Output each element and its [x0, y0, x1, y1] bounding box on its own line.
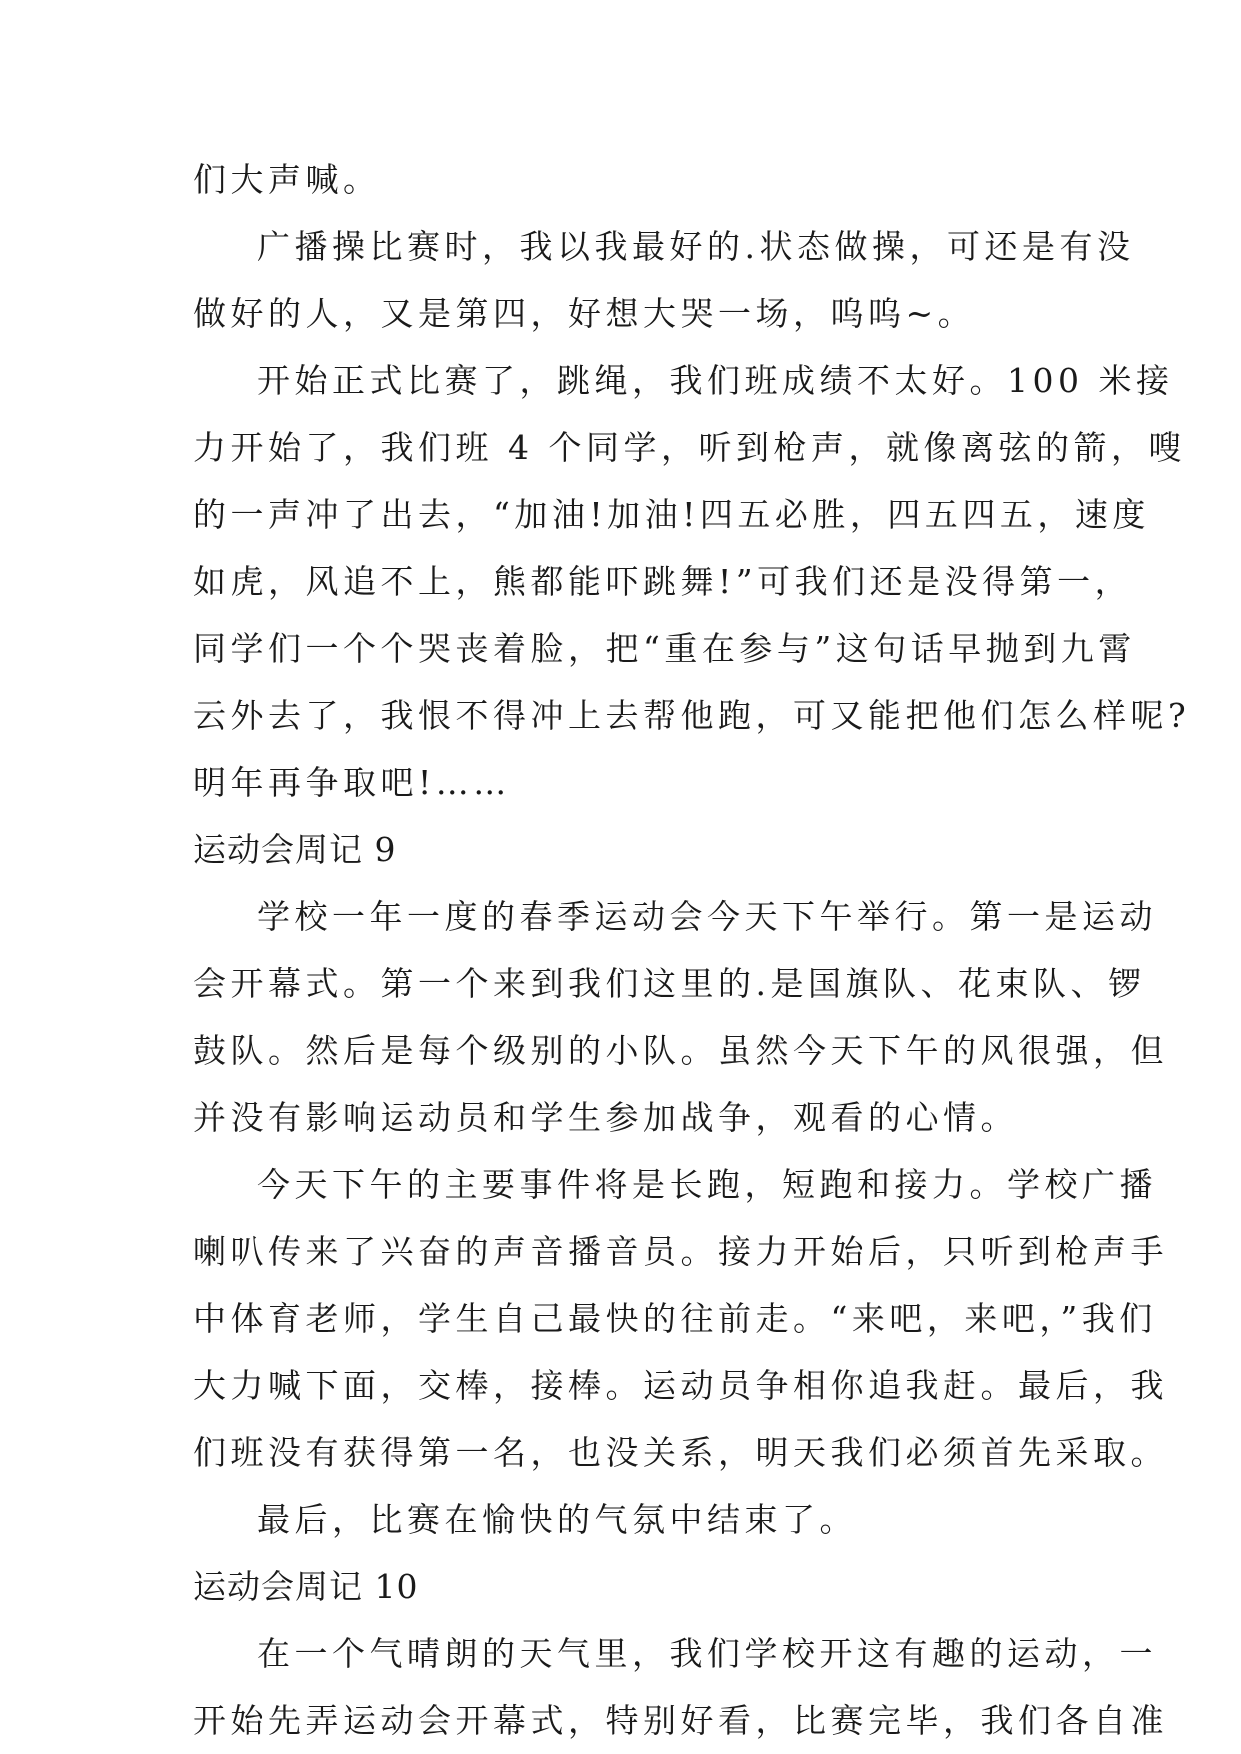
- text-line: 广播操比赛时，我以我最好的.状态做操，可还是有没: [257, 227, 1135, 266]
- text-line: 大力喊下面，交棒，接棒。运动员争相你追我赶。最后，我: [193, 1366, 1168, 1405]
- text-line: 中体育老师，学生自己最快的往前走。“来吧，来吧，”我们: [193, 1299, 1157, 1338]
- text-line: 今天下午的主要事件将是长跑，短跑和接力。学校广播: [257, 1165, 1157, 1204]
- text-line: 做好的人，又是第四，好想大哭一场，呜呜~。: [193, 294, 976, 333]
- text-line: 云外去了，我恨不得冲上去帮他跑，可又能把他们怎么样呢?: [193, 696, 1191, 735]
- text-line: 们班没有获得第一名，也没关系，明天我们必须首先采取。: [193, 1433, 1168, 1472]
- section-heading: 运动会周记 10: [193, 1567, 419, 1606]
- text-line: 会开幕式。第一个来到我们这里的.是国旗队、花束队、锣: [193, 964, 1146, 1003]
- text-line: 如虎，风追不上，熊都能吓跳舞!”可我们还是没得第一，: [193, 562, 1133, 601]
- text-line: 同学们一个个哭丧着脸，把“重在参与”这句话早抛到九霄: [193, 629, 1136, 668]
- text-line: 的一声冲了出去，“加油!加油!四五必胜，四五四五，速度: [193, 495, 1150, 534]
- text-line: 最后，比赛在愉快的气氛中结束了。: [257, 1500, 857, 1539]
- section-heading: 运动会周记 9: [193, 830, 397, 869]
- text-line: 力开始了，我们班 4 个同学，听到枪声，就像离弦的箭，嗖: [193, 428, 1186, 467]
- text-line: 明年再争取吧!……: [193, 763, 511, 802]
- document-body: [193, 146, 1191, 1754]
- text-line: 学校一年一度的春季运动会今天下午举行。第一是运动: [257, 897, 1157, 936]
- text-line: 在一个气晴朗的天气里，我们学校开这有趣的运动，一: [257, 1634, 1157, 1673]
- text-line: 并没有影响运动员和学生参加战争，观看的心情。: [193, 1098, 1018, 1137]
- text-line: 开始正式比赛了，跳绳，我们班成绩不太好。100 米接: [257, 361, 1174, 400]
- text-line: 鼓队。然后是每个级别的小队。虽然今天下午的风很强，但: [193, 1031, 1168, 1070]
- text-line: 喇叭传来了兴奋的声音播音员。接力开始后，只听到枪声手: [193, 1232, 1168, 1271]
- text-line: 开始先弄运动会开幕式，特别好看，比赛完毕，我们各自准: [193, 1701, 1168, 1740]
- text-line: 们大声喊。: [193, 160, 381, 199]
